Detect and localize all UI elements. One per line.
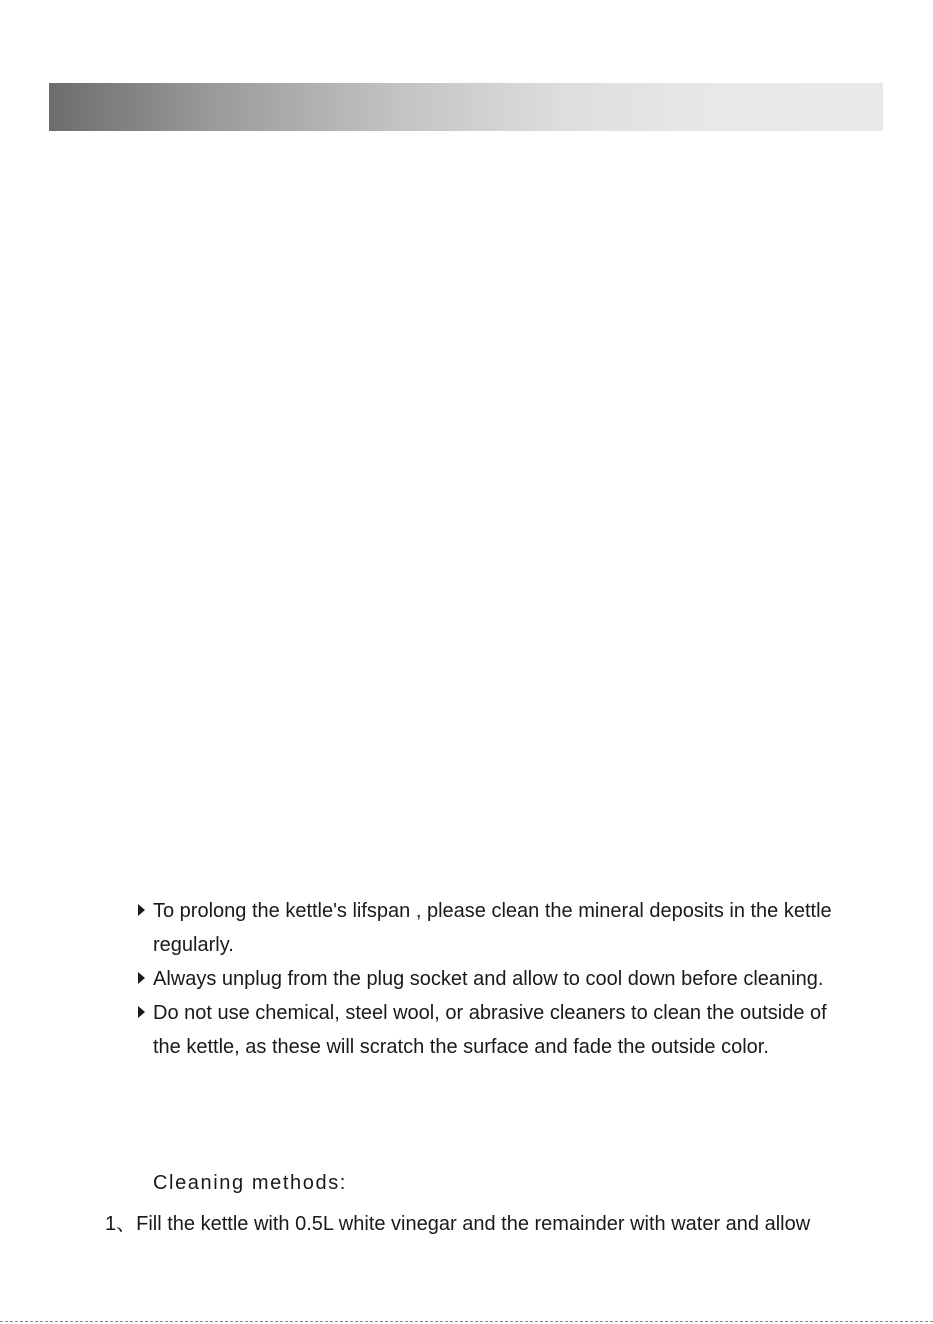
cleaning-methods-heading: Cleaning methods: bbox=[153, 1172, 347, 1194]
step-text: Fill the kettle with 0.5L white vinegar and the remainder with water and allow bbox=[136, 1213, 811, 1235]
cleaning-step bbox=[105, 1209, 810, 1239]
list-item bbox=[136, 996, 836, 1064]
section-header-bar bbox=[49, 83, 883, 131]
list-item bbox=[136, 962, 836, 996]
step-number: 1、 bbox=[105, 1213, 137, 1235]
triangle-bullet-icon bbox=[138, 904, 145, 916]
care-instructions-list bbox=[136, 894, 836, 1064]
page-bottom-divider bbox=[0, 1321, 933, 1322]
list-item-text: Always unplug from the plug socket and allow to cool down before cleaning. bbox=[153, 968, 824, 990]
triangle-bullet-icon bbox=[138, 1006, 145, 1018]
list-item-text: Do not use chemical, steel wool, or abrasive cleaners to clean the outside of the kettle, as these will scratch the surface and fade the outside color. bbox=[153, 1002, 827, 1058]
list-item-text: To prolong the kettle's lifspan , please clean the mineral deposits in the kettle regularly. bbox=[153, 900, 832, 956]
list-item bbox=[136, 894, 836, 962]
triangle-bullet-icon bbox=[138, 972, 145, 984]
